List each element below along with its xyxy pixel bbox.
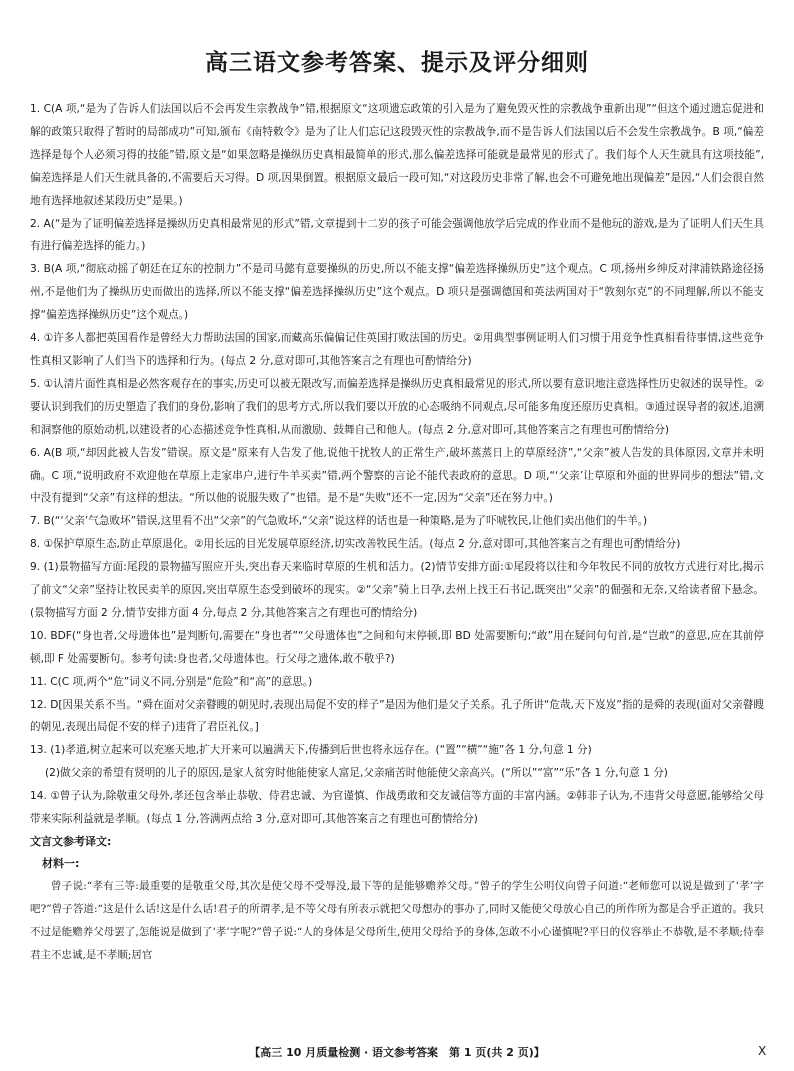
answer-item-11: 11. C(C 项,两个“危”词义不同,分别是“危险”和“高”的意思。) xyxy=(30,675,313,688)
answer-item-7: 7. B(“‘父亲’气急败坏”错误,这里看不出“父亲”的气急败坏,“父亲”说这样的话也是一种策略,是为了吓唬牧民,让他们卖出他们的牛羊。) xyxy=(30,515,648,528)
translation-paragraph: 曾子说:“孝有三等:最重要的是敬重父母,其次是使父母不受辱没,最下等的是能够赡养父母。”曾子的学生公明仪向曾子问道:“老师您可以说是做到了‘孝’字吧?”曾子答道:“这是什么话!这是什么话!君子的所谓孝,是不等父母有所表示就把父母想办的事办了,同时又能使父母放心自己的所作所为都是合乎正道的。我只不过是能赡养父母罢了,怎能说是做到了‘孝’字呢?”曾子说:“人的身体是父母所生,使用父母给予的身体,怎敢不小心谨慎呢?平日的仪容举止不恭敬,是不孝顺;侍奉君主不忠诚,是不孝顺;居官 xyxy=(30,880,764,961)
page-footer: 【高三 10 月质量检测 · 语文参考答案 第 1 页(共 2 页)】 xyxy=(249,1046,545,1059)
answer-item-12: 12. D[因果关系不当。“舜在面对父亲瞽瞍的朝见时,表现出局促不安的样子”是因为他们是父子关系。孔子所讲“危哉,天下岌岌”指的是舜的表现(面对父亲瞽瞍的朝见,表现出局促不安的样子)违背了君臣礼仪。] xyxy=(30,698,764,734)
answer-item-13-1: 13. (1)孝道,树立起来可以充塞天地,扩大开来可以遍满天下,传播到后世也将永远存在。(“置”“横”“施”各 1 分,句意 1 分) xyxy=(30,744,592,757)
page-title: 高三语文参考答案、提示及评分细则 xyxy=(205,49,589,76)
answer-item-4: 4. ①许多人都把英国看作是曾经大力帮助法国的国家,而藏高乐偏偏记住英国打败法国的历史。②用典型事例证明人们习惯于用竞争性真相看待事情,这些竞争性真相又影响了人们当下的选择和行为。(每点 2 分,意对即可,其他答案言之有理也可酌情给分) xyxy=(30,332,764,367)
translation-heading: 文言文参考译文: xyxy=(30,835,112,848)
answer-item-2: 2. A(“是为了证明偏差选择是操纵历史真相最常见的形式”错,文章提到十二岁的孩子可能会强调他放学后完成的作业而不是他玩的游戏,是为了证明人们天生具有进行偏差选择的能力。) xyxy=(30,217,764,253)
answer-item-8: 8. ①保护草原生态,防止草原退化。②用长远的目光发展草原经济,切实改善牧民生活。(每点 2 分,意对即可,其他答案言之有理也可酌情给分) xyxy=(30,538,681,551)
answer-item-13-2: (2)做父亲的希望有贤明的儿子的原因,是家人贫穷时他能使家人富足,父亲痛苦时他能使父亲高兴。(“所以”“富”“乐”各 1 分,句意 1 分) xyxy=(45,767,668,780)
answer-item-14: 14. ①曾子认为,除敬重父母外,孝还包含举止恭敬、侍君忠诚、为官谨慎、作战勇敢和交友诚信等方面的丰富内涵。②韩非子认为,不违背父母意愿,能够给父母带来实际利益就是孝顺。(每点 1 分,答满两点给 3 分,意对即可,其他答案言之有理也可酌情给分) xyxy=(30,790,764,826)
answer-item-1: 1. C(A 项,“是为了告诉人们法国以后不会再发生宗教战争”错,根据原文“这项遗忘政策的引入是为了避免毁灭性的宗教战争重新出现”“但这个通过遗忘促进和解的政策只取得了暂时的局部成功”可知,颁布《南特敕令》是为了让人们忘记这段毁灭性的宗教战争,而不是告诉人们法国以后不会发生宗教战争。B 项,“偏差选择是每个人必须习得的技能”错,原文是“如果忽略是操纵历史真相最简单的形式,那么偏差选择可能就是最常见的形式了。我们每个人天生就具有这项技能”,偏差选择是人们天生就具备的,不需要后天习得。D 项,因果倒置。根据原文最后一段可知,“对这段历史非常了解,也会不可避免地出现偏差”是因,“人们会很自然地有选择地叙述某段历史”是果。) xyxy=(30,103,764,207)
material-heading: 材料一: xyxy=(42,857,80,870)
answers-body xyxy=(30,98,764,967)
answer-item-5: 5. ①认清片面性真相是必然客观存在的事实,历史可以被无限改写,而偏差选择是操纵历史真相最常见的形式,所以要有意识地注意选择性历史叙述的误导性。②要认识到我们的历史塑造了我们的身份,影响了我们的思考方式,所以我们要以开放的心态吸纳不同观点,尽可能多角度还原历史真相。③通过误导者的叙述,追溯和洞察他的原始动机,以建设者的心态描述竞争性真相,从而激励、鼓舞自己和他人。(每点 2 分,意对即可,其他答案言之有理也可酌情给分) xyxy=(30,377,764,436)
answer-item-6: 6. A(B 项,“却因此被人告发”错误。原文是“原来有人告发了他,说他干扰牧人的正常生产,破坏蒸蒸日上的草原经济”,“父亲”被人告发的具体原因,文章并未明确。C 项,“说明政府不欢迎他在草原上走家串户,进行牛羊买卖”错,两个警察的言论不能代表政府的意思。D 项,“‘父亲’让草原和外面的世界同步的想法”错,文中没有提到“父亲”有这样的想法。“所以他的说服失败了”也错。是不是“失败”还不一定,因为“父亲”还在努力中。) xyxy=(30,446,764,505)
answer-item-10: 10. BDF(“身也者,父母遗体也”是判断句,需要在“身也者”“父母遗体也”之间和句末停顿,即 BD 处需要断句;“敢”用在疑问句句首,是“岂敢”的意思,应在其前停顿,即 F 处需要断句。参考句读:身也者,父母遗体也。行父母之遗体,敢不敬乎?) xyxy=(30,629,764,665)
answer-item-3: 3. B(A 项,“彻底动摇了朝廷在辽东的控制力”不是司马懿有意要操纵的历史,所以不能支撑“偏差选择操纵历史”这个观点。C 项,扬州乡绅反对津浦铁路途径扬州,不是他们为了操纵历史而做出的选择,所以不能支撑“偏差选择操纵历史”这个观点。D 项只是强调德国和英法两国对于“敦刻尔克”的不同理解,所以不能支撑“偏差选择操纵历史”这个观点。) xyxy=(30,263,764,322)
answer-item-9: 9. (1)景物描写方面:尾段的景物描写照应开头,突出春天来临时草原的生机和活力。(2)情节安排方面:①尾段将以往和今年牧民不同的放牧方式进行对比,揭示了前文“父亲”坚持让牧民卖羊的原因,突出草原生态受到破坏的现实。②“父亲”骑上日孕,去州上找王石书记,既突出“父亲”的倔强和无奈,又给读者留下悬念。(景物描写方面 2 分,情节安排方面 4 分,每点 2 分,其他答案言之有理也可酌情给分) xyxy=(30,561,764,619)
footer-mark: X xyxy=(758,1044,767,1058)
